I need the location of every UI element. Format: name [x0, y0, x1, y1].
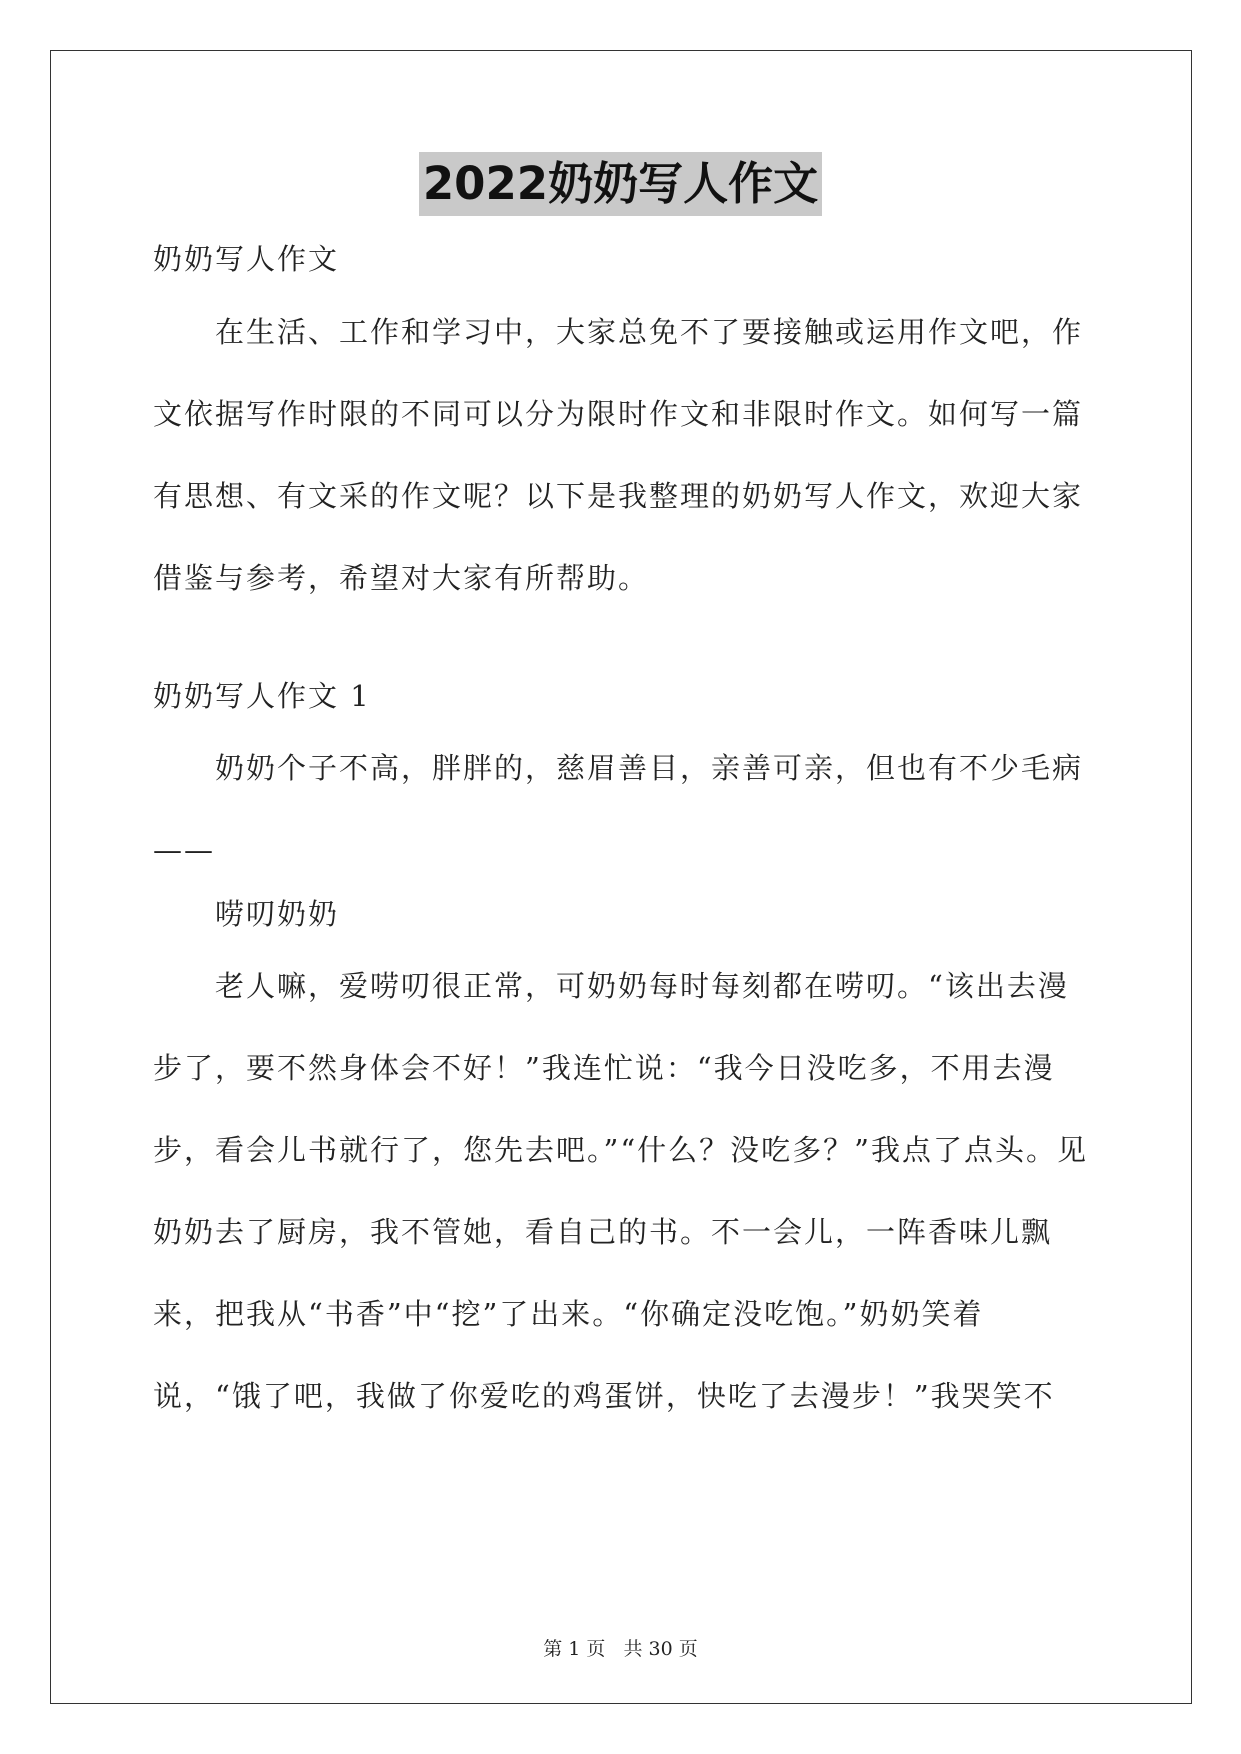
total-pages: 共 30 页: [623, 1638, 698, 1660]
title-wrap: [0, 152, 1241, 216]
page-footer: [0, 1634, 1241, 1661]
paragraph-3: 老人嘛，爱唠叨很正常，可奶奶每时每刻都在唠叨。“该出去漫步了，要不然身体会不好！”我连忙说：“我今日没吃多，不用去漫步，看会儿书就行了，您先去吧。”“什么？没吃多？”我点了点头。见奶奶去了厨房，我不管她，看自己的书。不一会儿，一阵香味儿飘来，把我从“书香”中“挖”了出来。“你确定没吃饱。”奶奶笑着说，“饿了吧，我做了你爱吃的鸡蛋饼，快吃了去漫步！”我哭笑不: [153, 969, 1088, 1413]
subtitle: 奶奶写人作文: [153, 242, 340, 276]
intro-paragraph: 在生活、工作和学习中，大家总免不了要接触或运用作文吧，作文依据写作时限的不同可以分为限时作文和非限时作文。如何写一篇有思想、有文采的作文呢？以下是我整理的奶奶写人作文，欢迎大家借鉴与参考，希望对大家有所帮助。: [153, 315, 1084, 595]
document-title: 2022奶奶写人作文: [419, 152, 822, 216]
paragraph-2: 唠叨奶奶: [215, 897, 340, 931]
page-number: 第 1 页: [543, 1638, 606, 1660]
paragraph-1: 奶奶个子不高，胖胖的，慈眉善目，亲善可亲，但也有不少毛病——: [153, 751, 1084, 867]
section-heading: 奶奶写人作文 1: [153, 679, 371, 713]
